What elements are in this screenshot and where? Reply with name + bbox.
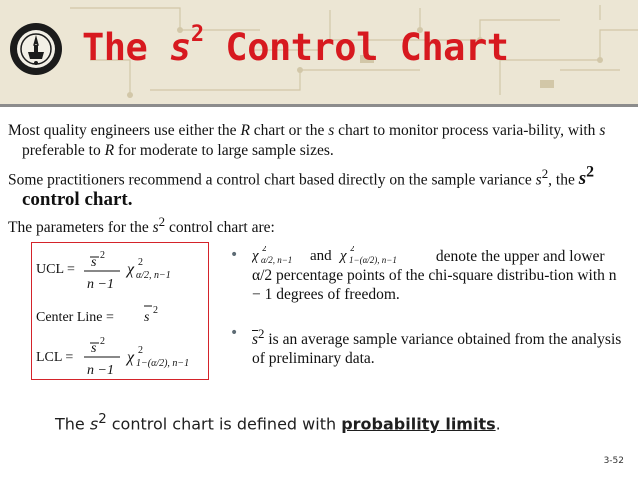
svg-text:2: 2 (100, 250, 105, 261)
lcl-formula (36, 336, 189, 378)
chi-square-symbols (252, 246, 432, 266)
svg-text:α/2, n−1: α/2, n−1 (136, 270, 171, 281)
svg-text:χ: χ (252, 248, 259, 264)
paragraph-chart-choice: Most quality engineers use either the R chart or the s chart to monitor process varia-bility, with s preferable to R for moderate to large sample sizes. (8, 122, 606, 159)
svg-text:χ: χ (127, 349, 135, 366)
svg-text:1−(α/2), n−1: 1−(α/2), n−1 (349, 255, 397, 265)
svg-text:and: and (310, 248, 332, 264)
svg-text:n −1: n −1 (87, 363, 114, 378)
svg-text:UCL =: UCL = (36, 262, 75, 277)
svg-text:2: 2 (138, 345, 143, 356)
svg-text:α/2, n−1: α/2, n−1 (261, 255, 293, 265)
bullet-icon: • (230, 247, 239, 263)
title-divider (0, 104, 638, 107)
bullet-icon: • (230, 325, 239, 341)
svg-text:s: s (91, 341, 97, 356)
svg-text:2: 2 (262, 246, 267, 253)
svg-text:2: 2 (100, 336, 105, 347)
center-line-formula (36, 305, 158, 325)
svg-text:n −1: n −1 (87, 277, 114, 292)
paragraph-parameters-intro: The parameters for the $s^2$ control chart are: (8, 214, 275, 237)
svg-text:s: s (144, 310, 150, 325)
ucl-formula (36, 250, 171, 292)
svg-text:2: 2 (138, 257, 143, 268)
svg-text:χ: χ (340, 248, 347, 264)
svg-text:1−(α/2), n−1: 1−(α/2), n−1 (136, 358, 190, 369)
slide-title: The $s^2$ Control Chart (82, 22, 509, 69)
paragraph-s2-recommendation: Some practitioners recommend a control chart based directly on the sample variance $s^2$, the $s^2$ control chart. (8, 164, 595, 211)
summary-statement: The $s^2$ control chart is defined with probability limits. (55, 412, 501, 434)
svg-text:2: 2 (350, 246, 355, 253)
svg-text:χ: χ (127, 261, 135, 278)
svg-text:2: 2 (153, 305, 158, 316)
svg-text:LCL =: LCL = (36, 350, 74, 365)
university-seal-icon (9, 18, 63, 80)
svg-text:s: s (91, 255, 97, 270)
page-number: 3-52 (603, 456, 624, 466)
control-limits-formula-box (31, 242, 209, 380)
title-banner (0, 0, 638, 104)
svg-text:Center Line =: Center Line = (36, 310, 114, 325)
